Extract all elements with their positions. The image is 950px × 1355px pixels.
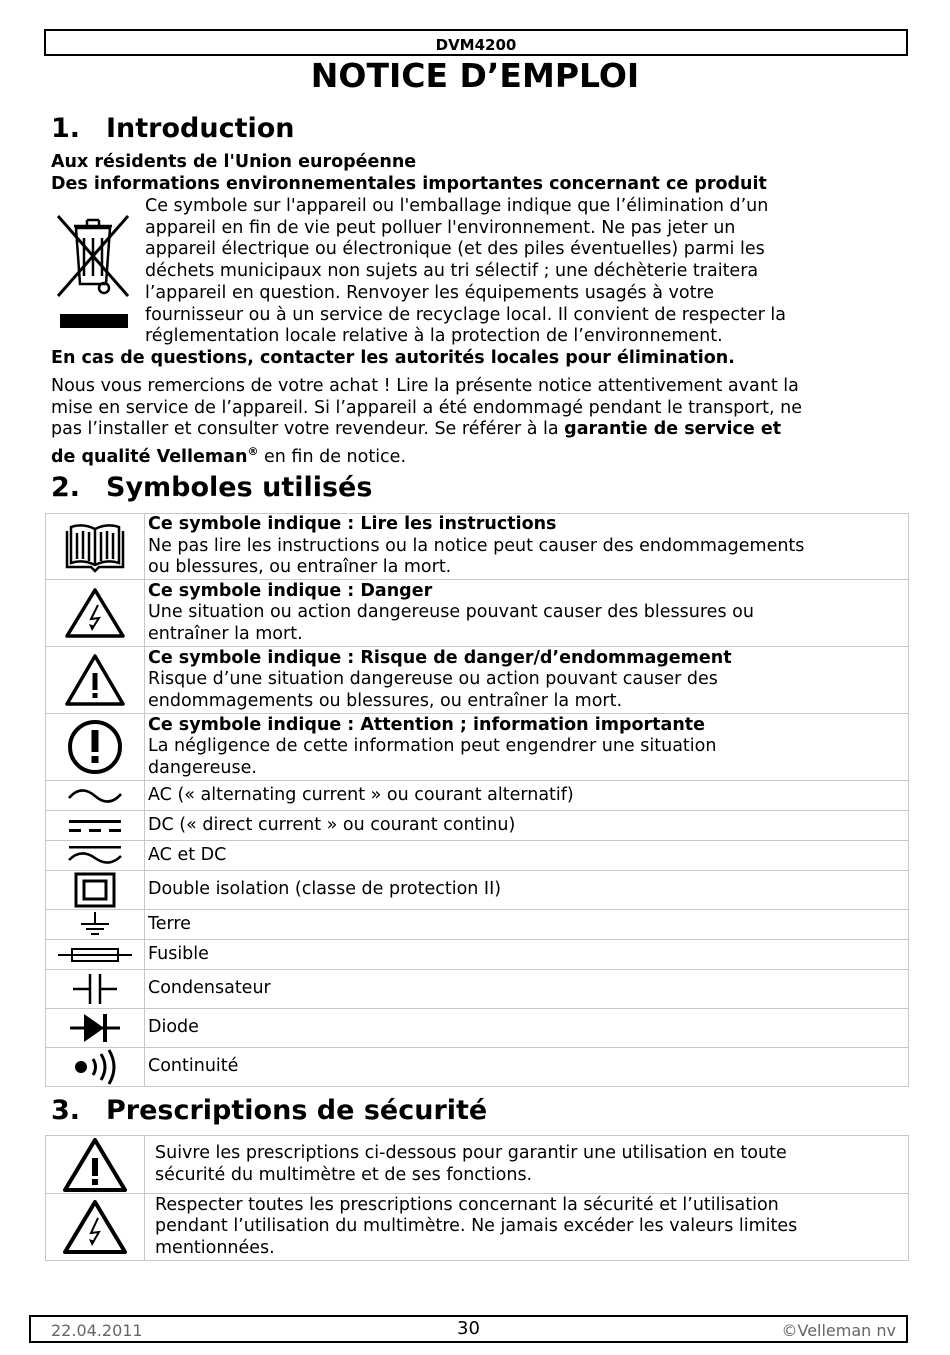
weee-line: l’appareil en question. Renvoyer les équipements usagés à votre (145, 282, 715, 303)
table-row (46, 970, 909, 1009)
thanks-text: pas l’installer et consulter votre revendeur. Se référer à la (51, 419, 565, 440)
thanks-line: mise en service de l’appareil. Si l’appareil a été endommagé pendant le transport, ne (51, 397, 802, 418)
footer-left-border (29, 1315, 31, 1343)
symbol-desc: Diode (145, 1009, 909, 1048)
table-row (46, 1009, 909, 1048)
thanks-paragraph (51, 376, 802, 469)
dc-icon (67, 816, 123, 836)
symbol-desc: Risque d’une situation dangereuse ou action pouvant causer des (148, 669, 718, 690)
symbol-desc: endommagements ou blessures, ou entraîner la mort. (148, 690, 623, 711)
table-row (46, 940, 909, 970)
thanks-line (51, 419, 802, 441)
symbol-desc: Double isolation (classe de protection II) (145, 871, 909, 910)
symbol-desc: Une situation ou action dangereuse pouvant causer des blessures ou (148, 602, 754, 623)
warning-triangle-icon (62, 1137, 128, 1193)
eu-heading: Aux résidents de l'Union européenne (51, 152, 417, 172)
table-row (46, 1194, 909, 1261)
symbol-desc: Condensateur (145, 970, 909, 1009)
safety-line: mentionnées. (155, 1237, 275, 1258)
symbol-title: Ce symbole indique : Danger (148, 580, 433, 601)
safety-line: Respecter toutes les prescriptions concernant la sécurité et l’utilisation (155, 1194, 779, 1215)
registered-mark: ® (247, 445, 259, 459)
weee-line: Ce symbole sur l'appareil ou l'emballage indique que l’élimination d’un (145, 196, 769, 216)
double-insulation-icon (74, 872, 116, 908)
table-row (46, 811, 909, 841)
symbols-table (45, 513, 909, 1087)
table-row (46, 514, 909, 580)
symbol-desc: Terre (145, 910, 909, 940)
warranty-bold: garantie de service et (564, 419, 782, 440)
danger-lightning-icon (62, 1199, 128, 1255)
symbol-desc: DC (« direct current » ou courant continu) (145, 811, 909, 841)
book-icon (63, 521, 127, 573)
safety-line: pendant l’utilisation du multimètre. Ne jamais excéder les valeurs limites (155, 1216, 798, 1237)
section-3-heading (51, 1094, 487, 1128)
table-row (46, 781, 909, 811)
table-row (46, 1048, 909, 1087)
symbol-desc: dangereuse. (148, 757, 257, 778)
section-1-title: Introduction (106, 113, 295, 144)
symbol-desc: Ne pas lire les instructions ou la notice peut causer des endommagements (148, 535, 805, 556)
symbol-title: Ce symbole indique : Risque de danger/d’endommagement (148, 647, 732, 668)
footer-date: 22.04.2011 (51, 1321, 143, 1340)
weee-line: déchets municipaux non sujets au tri sélectif ; une déchèterie traitera (145, 261, 759, 282)
section-3-number: 3. (51, 1095, 81, 1126)
footer-copyright: ©Velleman nv (781, 1321, 896, 1340)
symbol-desc: entraîner la mort. (148, 623, 303, 644)
ground-icon (75, 912, 115, 938)
warranty-bold: de qualité Velleman (51, 446, 248, 467)
model-box (44, 29, 908, 56)
symbol-desc: Fusible (145, 940, 909, 970)
table-row (46, 910, 909, 940)
ac-dc-icon (67, 844, 123, 868)
footer-bottom-border (29, 1341, 908, 1343)
questions-note: En cas de questions, contacter les autorités locales pour élimination. (51, 348, 735, 368)
weee-line: appareil électrique ou électronique (et des piles éventuelles) parmi les (145, 239, 765, 260)
continuity-icon (71, 1049, 119, 1085)
table-row (46, 647, 909, 714)
section-3-title: Prescriptions de sécurité (106, 1095, 488, 1126)
capacitor-icon (71, 972, 119, 1006)
page-title: NOTICE D’EMPLOI (310, 56, 640, 95)
symbol-desc: La négligence de cette information peut engendrer une situation (148, 736, 717, 757)
section-1-heading (51, 112, 295, 146)
fuse-icon (58, 945, 132, 965)
table-row (46, 871, 909, 910)
weee-text (145, 196, 786, 348)
thanks-line: Nous vous remercions de votre achat ! Lire la présente notice attentivement avant la (51, 376, 799, 396)
table-row (46, 841, 909, 871)
weee-line: appareil en fin de vie peut polluer l'environnement. Ne pas jeter un (145, 217, 736, 238)
diode-icon (68, 1011, 122, 1045)
attention-circle-icon (66, 718, 124, 776)
table-row (46, 580, 909, 647)
weee-bin-icon (54, 212, 132, 336)
table-row (46, 1136, 909, 1194)
page-number: 30 (457, 1318, 480, 1339)
weee-line: réglementation locale relative à la protection de l’environnement. (145, 326, 723, 347)
safety-line: sécurité du multimètre et de ses fonctions. (155, 1164, 533, 1185)
section-1-number: 1. (51, 113, 81, 144)
symbol-desc: Continuité (145, 1048, 909, 1087)
symbol-title: Ce symbole indique : Lire les instructions (148, 514, 557, 535)
table-row (46, 714, 909, 781)
page-footer (29, 1315, 908, 1343)
section-2-number: 2. (51, 472, 81, 503)
symbol-desc: AC (« alternating current » ou courant alternatif) (145, 781, 909, 811)
thanks-text: en fin de notice. (258, 446, 407, 467)
danger-lightning-icon (64, 587, 126, 639)
ac-icon (67, 786, 123, 806)
model-name: DVM4200 (435, 36, 517, 54)
section-2-title: Symboles utilisés (106, 472, 373, 503)
weee-line: fournisseur ou à un service de recyclage local. Il convient de respecter la (145, 304, 786, 325)
safety-line: Suivre les prescriptions ci-dessous pour garantir une utilisation en toute (155, 1143, 787, 1163)
thanks-line (51, 441, 802, 469)
symbol-desc: AC et DC (145, 841, 909, 871)
footer-right-border (906, 1315, 908, 1343)
warning-triangle-icon (64, 653, 126, 707)
symbol-desc: ou blessures, ou entraîner la mort. (148, 557, 452, 578)
env-heading: Des informations environnementales importantes concernant ce produit (51, 174, 767, 194)
symbol-title: Ce symbole indique : Attention ; information importante (148, 714, 706, 735)
section-2-heading (51, 471, 372, 505)
safety-table (45, 1135, 909, 1261)
